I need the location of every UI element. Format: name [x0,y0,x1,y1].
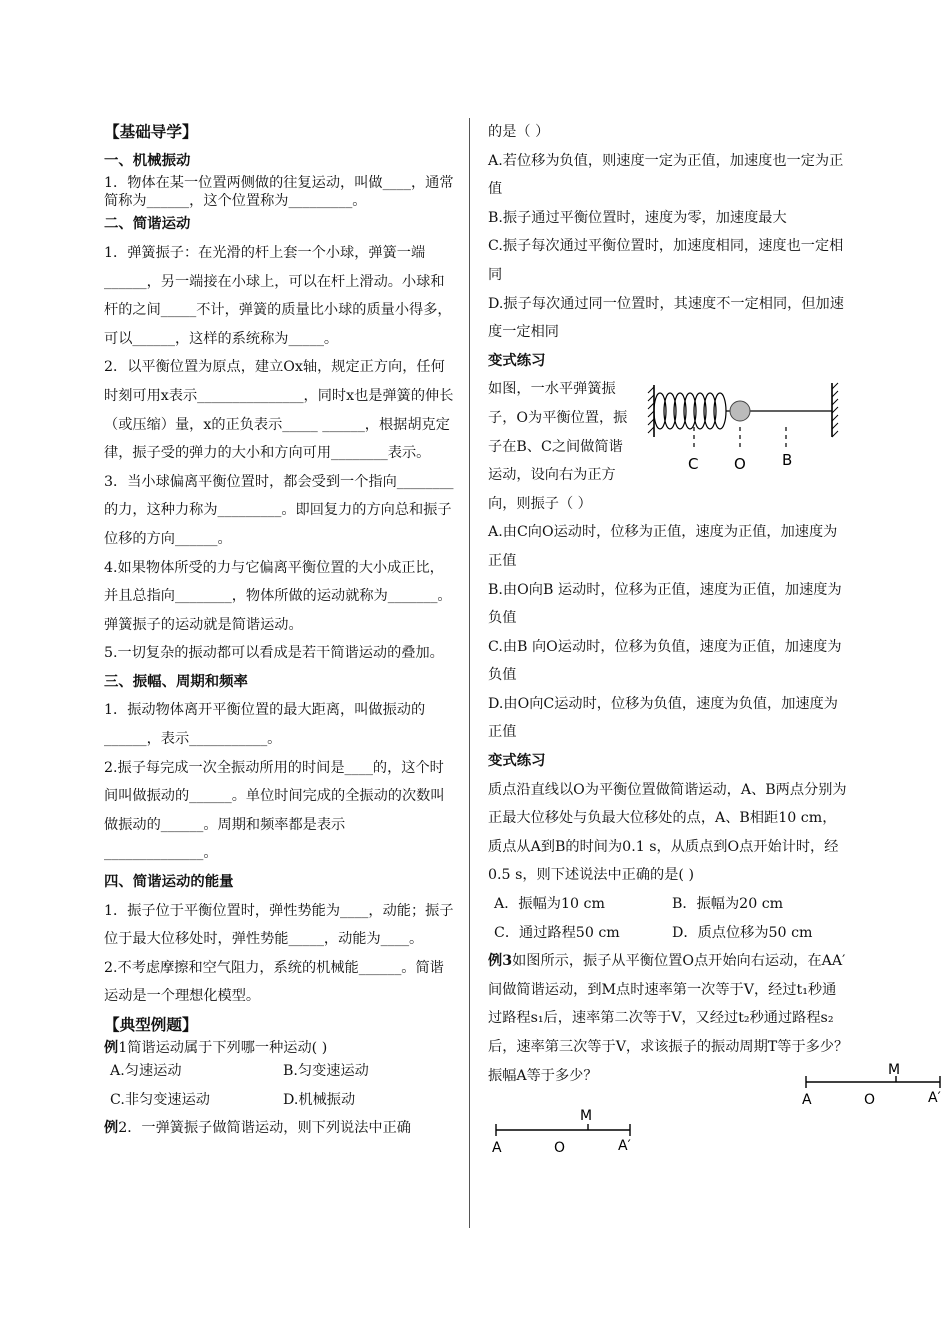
variant-1-option-c: C.由B 向O运动时，位移为负值，速度为正值，加速度为负值 [488,638,842,684]
variant-2-text: 质点沿直线以O为平衡位置做简谐运动，A、B两点分别为正最大位移处与负最大位移处的点，A、B相距10 cm，质点从A到B的时间为0.1 s，从质点到O点开始计时，经0.5 s，则下述说法中正确的是( ) [488,781,847,884]
column-divider [469,118,470,1228]
spring-diagram [636,377,854,487]
example-1-options [104,1057,456,1114]
label-o: O [734,455,746,474]
section-3-item-2: 2.振子每完成一次全振动所用的时间是____的，这个时间叫做振动的______。单位时间完成的全振动的次数叫做振动的______。周期和频率都是表示______________。 [104,759,445,862]
variant-1-title: 变式练习 [488,352,546,369]
variant-2-options [488,890,850,947]
section-2-item-3: 3．当小球偏离平衡位置时，都会受到一个指向________的力，这种力称为_________。即回复力的方向总和振子位移的方向______。 [104,473,454,547]
example-2-option-d: D.振子每次通过同一位置时，其速度不一定相同，但加速度一定相同 [488,295,844,341]
example-1-option-d: D.机械振动 [283,1091,356,1108]
fig-left-label-o: O [554,1140,566,1154]
example-2-option-c: C.振子每次通过平衡位置时，加速度相同，速度也一定相同 [488,238,844,283]
fig-right-label-a: A [802,1092,812,1108]
example-1-option-c: C.非匀变速运动 [110,1091,210,1108]
spring-oscillator-figure [636,377,854,487]
example-3 [488,947,850,1090]
example-1 [104,1040,456,1058]
heading-basic: 【基础导学】 [104,123,198,141]
example-3-text: 如图所示，振子从平衡位置O点开始向右运动，在AA′间做简谐运动，到M点时速率第一次等于V，经过t₁秒通过路程s₁后，速率第二次等于V，又经过t₂秒通过路程s₂后，速率第三次等于V，求该振子的振动周期T等于多少？振幅A等于多少？ [488,953,849,1084]
example-2-option-b: B.振子通过平衡位置时，速度为零，加速度最大 [488,209,787,226]
segment-diagram-right [800,1058,950,1110]
variant-2-option-c: C．通过路程50 cm [494,924,620,941]
variant-1-option-a: A.由C向O运动时，位移为正值，速度为正值，加速度为正值 [488,524,838,569]
example-1-label: 例 [104,1039,119,1056]
example-2-cont: 的是（ ） [488,124,550,140]
variant-2-option-a: A．振幅为10 cm [494,896,605,913]
fig-right-label-m: M [888,1062,901,1078]
section-3-item-1: 1．振动物体离开平衡位置的最大距离，叫做振动的______，表示___________。 [104,702,426,748]
example-1-option-a: A.匀速运动 [110,1063,182,1080]
label-b: B [782,451,793,470]
section-2-item-5: 5.一切复杂的振动都可以看成是若干简谐运动的叠加。 [104,645,444,662]
fig-right-label-a-prime: A′ [928,1090,941,1106]
fig-left-label-a: A [492,1140,502,1154]
variant-1-option-b: B.由O向B 运动时，位移为正值，速度为正值，加速度为负值 [488,581,842,627]
example-3-label: 例3 [488,953,513,970]
section-4-item-1: 1．振子位于平衡位置时，弹性势能为____，动能；振子位于最大位移处时，弹性势能_____，动能为____。 [104,902,454,948]
section-2-item-1: 1．弹簧振子：在光滑的杆上套一个小球，弹簧一端______，另一端接在小球上，可以在杆上滑动。小球和杆的之间_____不计，弹簧的质量比小球的质量小得多，可以______，这样的系统称为_____。 [104,244,452,347]
segment-figure-left [490,1102,640,1154]
variant-1-option-d: D.由O向C运动时，位移为负值，速度为负值，加速度为正值 [488,695,838,741]
section-4-item-2: 2.不考虑摩擦和空气阻力，系统的机械能______。简谐运动是一个理想化模型。 [104,959,444,1005]
right-column [488,118,850,1090]
example-2-label: 例 [104,1120,119,1137]
fig-left-label-m: M [580,1108,593,1124]
example-1-text: 1简谐运动属于下列哪一种运动( ) [118,1039,328,1056]
variant-1-text: 如图，一水平弹簧振子，O为平衡位置，振子在B、C之间做简谐运动，设向右为正方向，则振子（ ） [488,381,628,512]
segment-diagram-left [490,1102,640,1154]
fig-right-label-o: O [864,1092,876,1108]
segment-figure-right [800,1058,950,1110]
example-2-text: 2．一弹簧振子做简谐运动，则下列说法中正确 [118,1120,411,1137]
section-3-title: 三、振幅、周期和频率 [104,673,248,690]
section-1-text: 1．物体在某一位置两侧做的往复运动，叫做____，通常简称为______，这个位置称为_________。 [104,175,454,209]
left-column [104,118,456,1143]
example-2-option-a: A.若位移为负值，则速度一定为正值，加速度也一定为正值 [488,152,844,198]
example-2 [104,1114,456,1143]
fig-left-label-a-prime: A′ [618,1138,631,1154]
section-2-item-2: 2．以平衡位置为原点，建立Ox轴，规定正方向，任何时刻可用x表示_______________，同时x也是弹簧的伸长（或压缩）量，x的正负表示_____ ______，根据胡克定律，振子受的弹力的大小和方向可用________表示。 [104,359,454,462]
section-2-item-4: 4.如果物体所受的力与它偏离平衡位置的大小成正比，并且总指向________，物体所做的运动就称为_______。弹簧振子的运动就是简谐运动。 [104,559,452,633]
variant-2-option-b: B．振幅为20 cm [672,896,784,913]
section-2-title: 二、简谐运动 [104,216,191,233]
label-c: C [688,455,699,474]
example-1-option-b: B.匀变速运动 [283,1063,369,1080]
variant-1-block [488,375,850,518]
section-1-title: 一、机械振动 [104,152,191,169]
heading-examples: 【典型例题】 [104,1016,198,1034]
variant-2-title: 变式练习 [488,753,546,770]
section-4-title: 四、简谐运动的能量 [104,874,234,891]
variant-2-option-d: D．质点位移为50 cm [672,924,813,941]
